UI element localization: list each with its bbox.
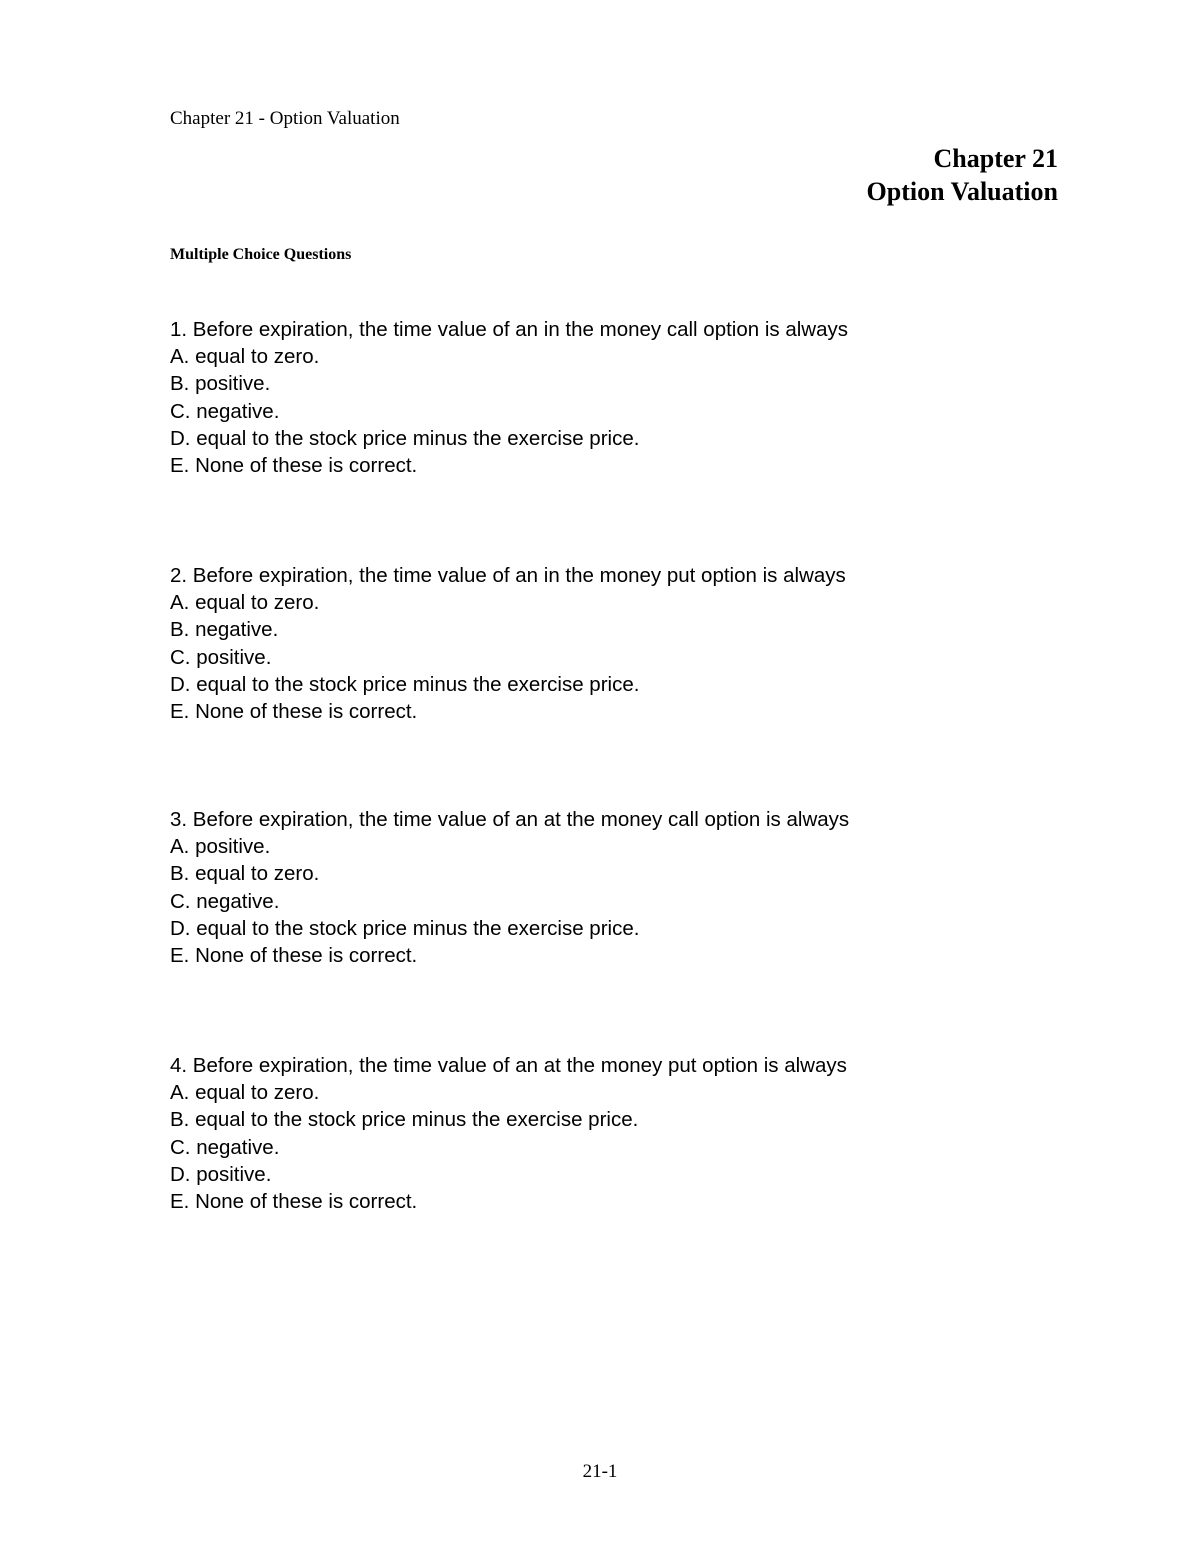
answer-option-c: C. negative. bbox=[170, 889, 280, 913]
section-heading: Multiple Choice Questions bbox=[170, 246, 352, 263]
answer-option-e: E. None of these is correct. bbox=[170, 454, 418, 478]
answer-option-b: B. negative. bbox=[170, 618, 279, 642]
answer-option-b: B. equal to zero. bbox=[170, 862, 320, 886]
answer-option-c: C. positive. bbox=[170, 645, 272, 669]
chapter-title-block bbox=[867, 142, 1058, 208]
answer-option-a: A. equal to zero. bbox=[170, 345, 320, 369]
chapter-name-title: Option Valuation bbox=[866, 177, 1058, 206]
answer-option-d: D. equal to the stock price minus the exercise price. bbox=[170, 426, 640, 450]
answer-option-a: A. equal to zero. bbox=[170, 1081, 320, 1105]
page-number: 21-1 bbox=[582, 1461, 618, 1482]
question-3 bbox=[170, 806, 1070, 969]
answer-option-d: D. positive. bbox=[170, 1162, 272, 1186]
question-4 bbox=[170, 1052, 1070, 1215]
running-header: Chapter 21 - Option Valuation bbox=[170, 108, 400, 129]
answer-option-a: A. equal to zero. bbox=[170, 591, 320, 615]
answer-option-c: C. negative. bbox=[170, 1135, 280, 1159]
answer-option-e: E. None of these is correct. bbox=[170, 944, 418, 968]
answer-option-e: E. None of these is correct. bbox=[170, 1190, 418, 1214]
answer-option-d: D. equal to the stock price minus the exercise price. bbox=[170, 672, 640, 696]
answer-option-a: A. positive. bbox=[170, 835, 271, 859]
answer-option-e: E. None of these is correct. bbox=[170, 700, 418, 724]
question-stem: 4. Before expiration, the time value of an at the money put option is always bbox=[170, 1054, 847, 1077]
answer-option-b: B. positive. bbox=[170, 372, 271, 396]
answer-option-b: B. equal to the stock price minus the exercise price. bbox=[170, 1108, 639, 1132]
answer-option-d: D. equal to the stock price minus the exercise price. bbox=[170, 916, 640, 940]
question-stem: 3. Before expiration, the time value of an at the money call option is always bbox=[170, 808, 850, 831]
chapter-number-title: Chapter 21 bbox=[933, 144, 1058, 173]
question-1 bbox=[170, 316, 1070, 479]
question-stem: 2. Before expiration, the time value of an in the money put option is always bbox=[170, 564, 846, 587]
question-stem: 1. Before expiration, the time value of an in the money call option is always bbox=[170, 318, 849, 341]
question-2 bbox=[170, 562, 1070, 725]
answer-option-c: C. negative. bbox=[170, 399, 280, 423]
